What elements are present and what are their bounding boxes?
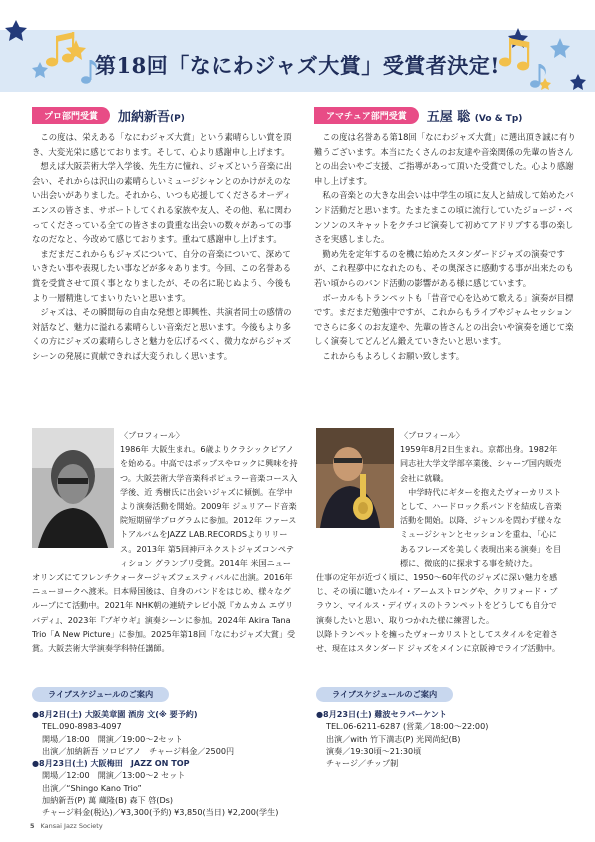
header-banner [0, 0, 595, 110]
profile-text [32, 442, 298, 655]
acceptance-message [314, 130, 577, 364]
profile-body: 仕事の定年が近づく頃に、1950～60年代のジャズに深い魅力を感じ、その頃に聴いたルイ・アームストロングや、クリフォード・ブラウン、マイルス・デイヴィスのトランペットをどうしても自分で演奏したいと思い、取りつかれた様に練習した。 [316, 572, 558, 625]
photo-float-spacer [32, 442, 120, 556]
schedule-event: ●8月2日(土) 大阪美章園 酒房 文(※ 要予約) [32, 709, 198, 719]
pro-award-heading [32, 106, 295, 124]
schedule-heading: ライブスケジュールのご案内 [316, 687, 453, 702]
winner-name-text: 五屋 聡 [426, 109, 471, 125]
message-paragraph: この度は、栄えある「なにわジャズ大賞」という素晴らしい賞を頂き、大変光栄に感じております。そして、心より感謝申し上げます。 [32, 132, 292, 157]
schedule-list [316, 708, 571, 769]
page-title: 第18回「なにわジャズ大賞」受賞者決定! [94, 53, 501, 78]
schedule-event: ●8月23日(土) 大阪梅田 JAZZ ON TOP [32, 758, 190, 769]
pro-profile [32, 428, 298, 655]
pro-live-schedule [32, 682, 287, 819]
amateur-live-schedule [316, 682, 571, 769]
photo-float-spacer [316, 428, 400, 556]
schedule-detail: 開場／18:00 開演／19:00～2セット [42, 733, 183, 744]
winner-instrument: (P) [170, 113, 185, 124]
pro-award-section [32, 106, 295, 364]
schedule-list [32, 708, 287, 819]
profile-body: 以降トランペットを擁ったヴォーカリストとしてスタイルを定着させ、現在はスタンダード ジャズをメインに京阪神でライブ活動中。 [316, 628, 561, 654]
amateur-profile [316, 428, 564, 655]
page-number: 5 [30, 822, 35, 830]
amateur-award-heading [314, 106, 577, 124]
schedule-detail: チャージ／チップ制 [326, 758, 399, 769]
schedule-detail: TEL.090-8983-4097 [42, 721, 122, 732]
message-paragraph: 想えば大阪芸術大学入学後、先生方に憧れ、ジャズという音楽に出会い、それからは沢山の素晴らしいミュージシャンとのかけがえのない出会いがありました。それから、いつも応援してくださるオーディエンスの皆さま、サポートしてくれる家族や友人、その他、私に関わってくださっている全ての皆さまの貴重な出会いの数々があっての事なのだなと、今改めて感じております。重ねて感謝申し上げます。 [32, 161, 292, 245]
winner-name [118, 106, 185, 125]
winner-name [427, 106, 523, 125]
schedule-detail: 開場／12:00 開演／13:00～2 セット [42, 770, 186, 781]
schedule-detail: チャージ料金(税込)／¥3,300(予約) ¥3,850(当日) ¥2,200(学生) [42, 807, 279, 818]
message-paragraph: 勤め先を定年するのを機に始めたスタンダードジャズの演奏ですが、これ程夢中になれたのも、その奥深さに感動する事が出来たのも若い頃からのバンド活動の影響がある様に感じています。 [314, 248, 574, 288]
message-paragraph: まだまだこれからもジャズについて、自分の音楽について、深めていきたい事や表現したい事などが多々あります。今回、この名誉ある賞を受賞させて頂く事となりましたが、その名に恥じぬよう、今後もより一層精進してまいりたいと思います。 [32, 248, 292, 303]
page-footer [30, 822, 103, 830]
profile-heading: 〈プロフィール〉 [400, 430, 464, 440]
award-category-badge: プロ部門受賞 [32, 107, 110, 124]
schedule-detail: TEL.06-6211-6287 (営業／18:00～22:00) [326, 721, 489, 732]
message-paragraph: これからもよろしくお願い致します。 [322, 350, 465, 361]
message-paragraph: この度は名誉ある第18回「なにわジャズ大賞」に選出頂き誠に有り難うございます。本当にたくさんのお友達や音楽関係の先輩の皆さんとの出会いやご支援、ご指導があって頂いた受賞でした。心より感謝申し上げます。 [314, 132, 576, 186]
profile-text [316, 428, 564, 655]
winner-name-text: 加納新吾 [118, 109, 171, 125]
message-paragraph: ボーカルもトランペットも「昔音で心を込めて歌える」演奏が目標です。まだまだ勉強中ですが、これからもライブやジャムセッションでさらに多くのお友達や、先輩の皆さんとの出会いや演奏を通じて楽しく演奏してどんどん鍛えていきたいと思います。 [314, 292, 574, 347]
schedule-detail: 加納新吾(P) 萬 蔵隆(B) 森下 啓(Ds) [42, 795, 174, 806]
schedule-detail: 出演／“Shingo Kano Trio” [42, 782, 142, 793]
schedule-detail: 演奏／19:30頃～21:30頃 [326, 745, 422, 756]
profile-body: 1959年8月2日生まれ。京都出身。1982年同志社大学文学部卒業後、シャープ国内販売会社に就職。 [400, 444, 562, 483]
winner-instrument: (Vo & Tp) [474, 113, 523, 124]
message-paragraph: 私の音楽との大きな出会いは中学生の頃に友人と結成して始めたバンド活動だと思います。たまたまこの頃に流行していたジョージ・ベンソンのスキャットをクチコピ演奏して初めてアドリブする事の楽しさを実感しました。 [314, 190, 574, 245]
message-paragraph: ジャズは、その瞬間毎の自由な発想と即興性、共演者同士の感情の対話など、魅力に溢れる素晴らしい音楽だと思います。今後もより多くの方にジャズの素晴らしさと魅力を広げるべく、微力ながらジャズシーンの発展に貢献できれば大変うれしく思います。 [32, 307, 292, 361]
schedule-heading: ライブスケジュールのご案内 [32, 687, 169, 702]
profile-heading: 〈プロフィール〉 [120, 430, 184, 440]
footer-organization: Kansai Jazz Society [40, 822, 103, 830]
award-category-badge: アマチュア部門受賞 [314, 107, 419, 124]
profile-body: 中学時代にギターを抱えたヴォーカリストとして、ハードロック系バンドを結成し音楽活動を開始。以降、ジャンルを問わず様々なミュージシャンとセッションを重ね、「心にあるフレーズを美しく表現出来る演奏」を目標に、微底的に探求する事を続けた。 [400, 486, 562, 568]
schedule-detail: 出演／with 竹下満志(P) 光岡尚紀(B) [326, 733, 461, 744]
acceptance-message [32, 130, 295, 364]
profile-body: 1986年 大阪生まれ。6歳よりクラシックピアノを始める。中高ではポップスやロックに興味を持つ。大阪芸術大学音楽科ポピュラー音楽コース入学後、近 秀樹氏に出会いジャズに傾倒。在学中より演奏活動を開始。2009年 ジュリアード音楽院短期留学プログラムに参加。2012年 ファーストアルバムをJAZZ LAB.RECORDSよりリリース。2013年 第5回神戸ネクストジャズコンペティション グランプリ受賞。2014年 米国ニューオリンズにてフレンチクォータージャズフェスティバルに出演。2016年 ニューヨークへ渡米。日本帰国後は、自身のバンドをはじめ、様々なグループにて活動中。2021年 NHK朝の連続テレビ小説『カムカム エヴリバディ』、2023年『ブギウギ』演奏シーンに参加。2024年 Akira Tana Trio「A New Picture」に参加。2025年第18回「なにわジャズ大賞」受賞。大阪芸術大学演奏学科特任講師。 [32, 444, 298, 654]
schedule-detail: 出演／加納新吾 ソロピアノ チャージ料金／2500円 [42, 745, 235, 756]
amateur-award-section [314, 106, 577, 364]
schedule-event: ●8月23日(土) 難波セラパーケント [316, 709, 447, 719]
